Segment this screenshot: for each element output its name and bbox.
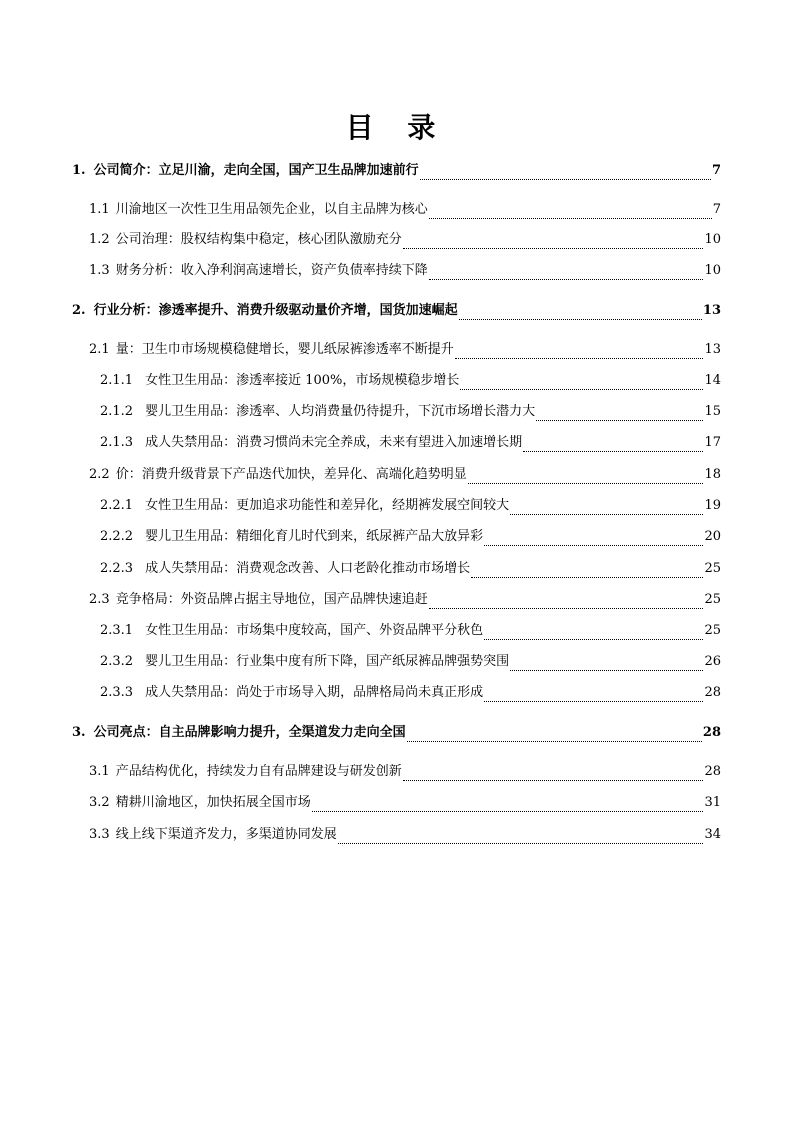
toc-entry-3-3[interactable] xyxy=(89,824,721,846)
toc-entry-text: 川渝地区一次性卫生用品领先企业，以自主品牌为核心 xyxy=(115,202,428,217)
toc-entry-2-1[interactable] xyxy=(89,339,721,361)
toc-leader-dots xyxy=(468,471,704,484)
toc-entry-number: 2.1.3 xyxy=(100,435,134,450)
toc-entry-number: 2. xyxy=(72,303,86,318)
toc-entry-page: 25 xyxy=(704,561,721,576)
toc-entry-page: 13 xyxy=(704,342,721,357)
toc-entry-page: 14 xyxy=(704,373,721,388)
toc-entry-2-2-3[interactable] xyxy=(100,558,721,580)
toc-entry-2-1-1[interactable] xyxy=(100,370,721,392)
toc-entry-number: 1.3 xyxy=(89,263,110,278)
toc-leader-dots xyxy=(471,565,703,578)
toc-entry-text: 成人失禁用品：消费观念改善、人口老龄化推动市场增长 xyxy=(145,561,471,576)
toc-leader-dots xyxy=(338,831,704,844)
toc-entry-number: 2.3.2 xyxy=(100,654,134,669)
toc-entry-2-2-2[interactable] xyxy=(100,526,721,548)
toc-entry-text: 女性卫生用品：更加追求功能性和差异化，经期裤发展空间较大 xyxy=(145,498,510,513)
toc-entry-text: 竞争格局：外资品牌占据主导地位，国产品牌快速追赶 xyxy=(115,592,428,607)
toc-entry-number: 2.1 xyxy=(89,342,110,357)
toc-entry-text: 产品结构优化，持续发力自有品牌建设与研发创新 xyxy=(115,764,402,779)
toc-entry-1-2[interactable] xyxy=(89,229,721,251)
toc-entry-text: 成人失禁用品：消费习惯尚未完全养成，未来有望进入加速增长期 xyxy=(145,435,523,450)
toc-entry-text: 精耕川渝地区，加快拓展全国市场 xyxy=(115,795,311,810)
toc-entry-2-1-3[interactable] xyxy=(100,432,721,454)
toc-entry-2-3-2[interactable] xyxy=(100,651,721,673)
toc-entry-text: 行业分析：渗透率提升、消费升级驱动量价齐增，国货加速崛起 xyxy=(93,303,458,318)
toc-leader-dots xyxy=(536,408,703,421)
toc-entry-2-2-1[interactable] xyxy=(100,495,721,517)
toc-entry-text: 公司简介：立足川渝，走向全国，国产卫生品牌加速前行 xyxy=(93,163,419,178)
toc-entry-2-1-2[interactable] xyxy=(100,401,721,423)
toc-entry-page: 20 xyxy=(704,529,721,544)
toc-leader-dots xyxy=(459,307,702,320)
toc-entry-text: 婴儿卫生用品：精细化育儿时代到来，纸尿裤产品大放异彩 xyxy=(145,529,484,544)
toc-entry-number: 2.3.1 xyxy=(100,623,134,638)
toc-leader-dots xyxy=(510,502,703,515)
toc-entry-number: 1.2 xyxy=(89,232,110,247)
toc-entry-2-2[interactable] xyxy=(89,464,721,486)
toc-entry-text: 线上线下渠道齐发力，多渠道协同发展 xyxy=(115,827,337,842)
toc-leader-dots xyxy=(429,267,704,280)
toc-entry-text: 女性卫生用品：市场集中度较高，国产、外资品牌平分秋色 xyxy=(145,623,484,638)
toc-entry-page: 7 xyxy=(711,163,721,178)
toc-entry-text: 价：消费升级背景下产品迭代加快，差异化、高端化趋势明显 xyxy=(115,467,467,482)
toc-entry-number: 2.3 xyxy=(89,592,110,607)
toc-entry-number: 3.3 xyxy=(89,827,110,842)
toc-entry-text: 女性卫生用品：渗透率接近 100%，市场规模稳步增长 xyxy=(145,373,460,388)
toc-leader-dots xyxy=(429,596,704,609)
toc-entry-text: 财务分析：收入净利润高速增长，资产负债率持续下降 xyxy=(115,263,428,278)
toc-entry-page: 18 xyxy=(704,467,721,482)
toc-entry-text: 量：卫生巾市场规模稳健增长，婴儿纸尿裤渗透率不断提升 xyxy=(115,342,454,357)
toc-entry-number: 2.2.3 xyxy=(100,561,134,576)
toc-entry-page: 19 xyxy=(704,498,721,513)
toc-entry-text: 婴儿卫生用品：渗透率、人均消费量仍待提升，下沉市场增长潜力大 xyxy=(145,404,536,419)
toc-entry-number: 2.1.1 xyxy=(100,373,134,388)
toc-leader-dots xyxy=(484,627,703,640)
toc-entry-number: 3.2 xyxy=(89,795,110,810)
toc-entry-2-3-3[interactable] xyxy=(100,682,721,704)
toc-entry-page: 13 xyxy=(702,303,721,318)
toc-entry-page: 15 xyxy=(704,404,721,419)
toc-leader-dots xyxy=(403,768,704,781)
toc-entry-number: 2.2.2 xyxy=(100,529,134,544)
toc-entry-number: 2.1.2 xyxy=(100,404,134,419)
toc-leader-dots xyxy=(312,799,704,812)
toc-leader-dots xyxy=(510,658,703,671)
toc-entry-page: 28 xyxy=(702,725,721,740)
toc-leader-dots xyxy=(523,439,703,452)
toc-entry-page: 25 xyxy=(704,623,721,638)
toc-leader-dots xyxy=(460,377,703,390)
toc-entry-page: 10 xyxy=(704,232,721,247)
toc-entry-page: 31 xyxy=(704,795,721,810)
toc-entry-page: 17 xyxy=(704,435,721,450)
toc-leader-dots xyxy=(484,533,703,546)
toc-entry-1[interactable] xyxy=(72,160,721,182)
toc-entry-number: 3. xyxy=(72,725,86,740)
toc-entry-2-3-1[interactable] xyxy=(100,620,721,642)
toc-entry-3[interactable] xyxy=(72,722,721,744)
toc-entry-number: 2.2.1 xyxy=(100,498,134,513)
toc-entry-3-2[interactable] xyxy=(89,792,721,814)
toc-entry-page: 28 xyxy=(704,685,721,700)
toc-leader-dots xyxy=(484,689,703,702)
toc-entry-page: 25 xyxy=(704,592,721,607)
toc-leader-dots xyxy=(403,236,704,249)
toc-entry-page: 34 xyxy=(704,827,721,842)
toc-entry-number: 3.1 xyxy=(89,764,110,779)
toc-leader-dots xyxy=(420,167,711,180)
toc-entry-number: 1.1 xyxy=(89,202,110,217)
toc-entry-text: 公司亮点：自主品牌影响力提升，全渠道发力走向全国 xyxy=(93,725,406,740)
toc-entry-1-3[interactable] xyxy=(89,260,721,282)
toc-entry-2[interactable] xyxy=(72,300,721,322)
toc-title: 目 录 xyxy=(345,111,448,144)
toc-leader-dots xyxy=(455,346,704,359)
toc-entry-number: 2.2 xyxy=(89,467,110,482)
toc-entry-page: 10 xyxy=(704,263,721,278)
toc-entry-3-1[interactable] xyxy=(89,761,721,783)
toc-entry-text: 成人失禁用品：尚处于市场导入期，品牌格局尚未真正形成 xyxy=(145,685,484,700)
toc-leader-dots xyxy=(429,206,712,219)
toc-entry-page: 26 xyxy=(704,654,721,669)
toc-entry-2-3[interactable] xyxy=(89,589,721,611)
toc-leader-dots xyxy=(407,729,702,742)
toc-entry-1-1[interactable] xyxy=(89,199,721,221)
toc-entry-page: 7 xyxy=(712,202,721,217)
toc-entry-number: 2.3.3 xyxy=(100,685,134,700)
toc-entry-number: 1. xyxy=(72,163,86,178)
toc-entry-text: 公司治理：股权结构集中稳定，核心团队激励充分 xyxy=(115,232,402,247)
toc-entry-text: 婴儿卫生用品：行业集中度有所下降，国产纸尿裤品牌强势突围 xyxy=(145,654,510,669)
toc-entry-page: 28 xyxy=(704,764,721,779)
